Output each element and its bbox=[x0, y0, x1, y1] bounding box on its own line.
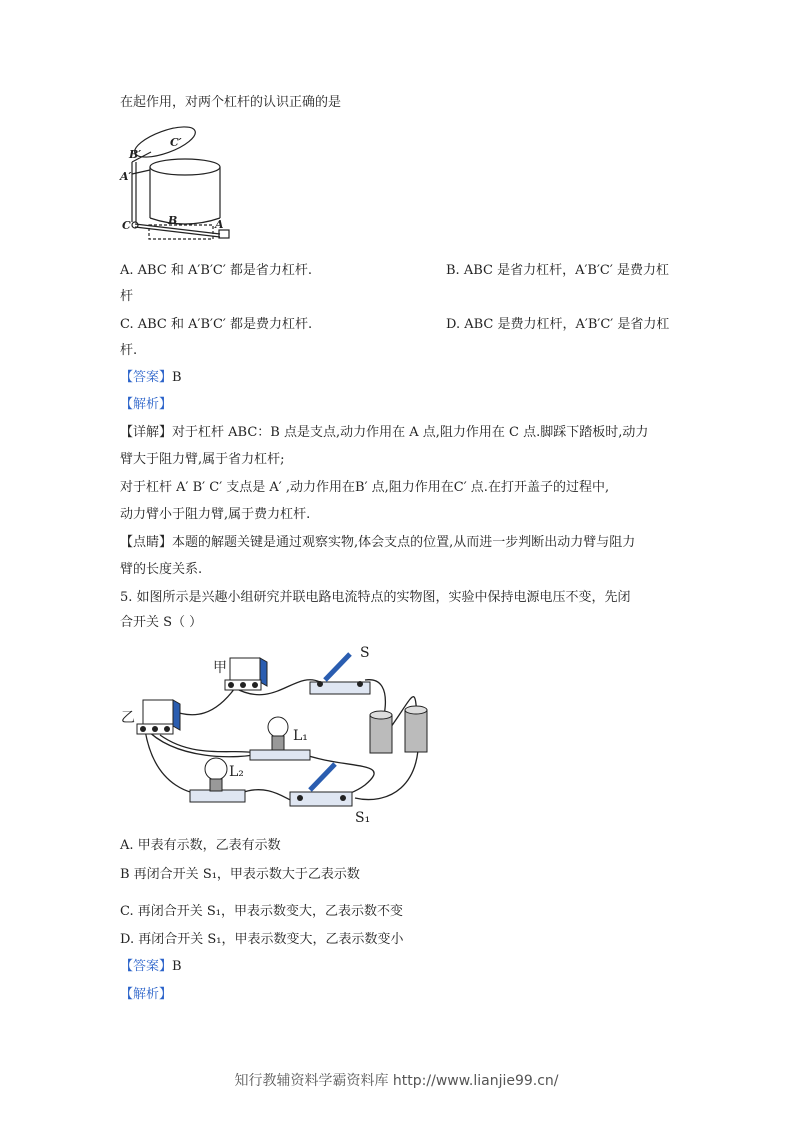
label-L2: L₂ bbox=[229, 764, 244, 780]
q5-option-c: C. 再闭合开关 S₁，甲表示数变大，乙表示数不变 bbox=[120, 904, 403, 919]
q4-option-b: B. ABC 是省力杠杆，A′B′C′ 是费力杠 bbox=[446, 263, 669, 278]
switch-s1 bbox=[290, 764, 352, 806]
label-S1: S₁ bbox=[355, 810, 371, 826]
q5-option-b: B 再闭合开关 S₁，甲表示数大于乙表示数 bbox=[120, 867, 360, 882]
q4-detail-line-2: 臂大于阻力臂,属于省力杠杆; bbox=[120, 452, 285, 467]
q4-analysis-line bbox=[120, 396, 172, 414]
lever-figure bbox=[115, 122, 240, 247]
ammeter-jia bbox=[225, 658, 267, 690]
q4-option-d: D. ABC 是费力杠杆，A′B′C′ 是省力杠 bbox=[446, 317, 670, 332]
page-footer: 知行教辅资料学霸资料库 http://www.lianjie99.cn/ bbox=[234, 1073, 559, 1089]
label-jia: 甲 bbox=[213, 660, 227, 676]
label-Bp: B′ bbox=[129, 148, 142, 161]
analysis-tag: 【解析】 bbox=[120, 397, 173, 412]
label-yi: 乙 bbox=[121, 710, 135, 726]
label-L1: L₁ bbox=[293, 728, 308, 744]
answer-value: B bbox=[172, 370, 182, 385]
comment-tag: 【点睛】 bbox=[120, 535, 173, 550]
label-C: C bbox=[122, 219, 131, 232]
q5-stem-line-2: 合开关 S（ ） bbox=[120, 615, 203, 630]
label-Ap: A′ bbox=[120, 170, 132, 183]
q4-comment-line-1 bbox=[120, 534, 635, 552]
q4-option-c: C. ABC 和 A′B′C′ 都是费力杠杆. bbox=[120, 317, 313, 332]
comment-text-1: 本题的解题关键是通过观察实物,体会支点的位置,从而进一步判断出动力臂与阻力 bbox=[172, 535, 636, 550]
q5-answer-tag: 【答案】 bbox=[120, 959, 173, 974]
q5-answer-value: B bbox=[172, 959, 182, 974]
circuit-figure bbox=[115, 640, 445, 830]
q5-analysis-line bbox=[120, 986, 172, 1004]
q5-stem-line-1: 5. 如图所示是兴趣小组研究并联电路电流特点的实物图，实验中保持电源电压不变，先闭 bbox=[120, 590, 631, 605]
q4-answer-line bbox=[120, 369, 182, 387]
q5-answer-line bbox=[120, 958, 182, 976]
q4-option-b-cont: 杆 bbox=[120, 289, 134, 304]
intro-line: 在起作用，对两个杠杆的认识正确的是 bbox=[120, 95, 342, 110]
detail-text-1: 对于杠杆 ABC：B 点是支点,动力作用在 A 点,阻力作用在 C 点.脚踩下踏板时,动力 bbox=[172, 425, 649, 440]
q4-option-d-cont: 杆. bbox=[120, 343, 138, 358]
ammeter-yi bbox=[137, 700, 180, 734]
label-S: S bbox=[360, 645, 370, 661]
battery-pack bbox=[370, 706, 427, 753]
q4-detail-line-4: 动力臂小于阻力臂,属于费力杠杆. bbox=[120, 507, 311, 522]
q4-detail-line-3: 对于杠杆 A′ B′ C′ 支点是 A′ ,动力作用在B′ 点,阻力作用在C′ 点.在打开盖子的过程中, bbox=[120, 480, 610, 495]
q4-detail-line-1 bbox=[120, 424, 648, 442]
q5-option-a: A. 甲表有示数，乙表有示数 bbox=[120, 838, 281, 853]
q5-analysis-tag: 【解析】 bbox=[120, 987, 173, 1002]
label-B: B bbox=[168, 214, 178, 227]
detail-tag: 【详解】 bbox=[120, 425, 173, 440]
answer-tag: 【答案】 bbox=[120, 370, 173, 385]
q5-option-d: D. 再闭合开关 S₁，甲表示数变大，乙表示数变小 bbox=[120, 932, 404, 947]
label-A: A bbox=[215, 218, 224, 231]
q4-option-a: A. ABC 和 A′B′C′ 都是省力杠杆. bbox=[120, 263, 313, 278]
q4-comment-line-2: 臂的长度关系. bbox=[120, 562, 203, 577]
label-Cp: C′ bbox=[170, 136, 182, 149]
